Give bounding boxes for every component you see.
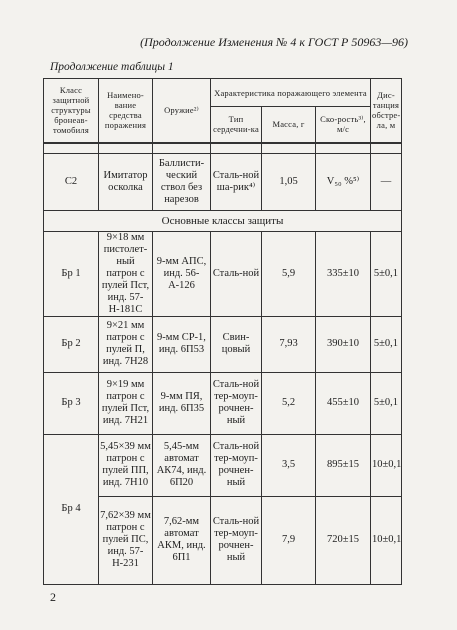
cell-distance: 10±0,1 (371, 434, 402, 496)
header-means: Наимено-вание средства поражения (99, 79, 153, 143)
cell-distance: 5±0,1 (371, 372, 402, 434)
cell-core: Сталь-ной ша-рик⁴⁾ (211, 153, 262, 210)
cell-means: 9×21 мм патрон с пулей П, инд. 7Н28 (99, 316, 153, 372)
cell-mass: 1,05 (262, 153, 316, 210)
table-row (44, 231, 402, 316)
cell-distance: 5±0,1 (371, 231, 402, 316)
table-continuation-caption: Продолжение таблицы 1 (50, 61, 174, 73)
cell-core: Свин-цовый (211, 316, 262, 372)
table-row (44, 153, 402, 210)
cell-means: 9×18 мм пистолет-ный патрон с пулей Пст, инд. 57-Н-181С (99, 231, 153, 316)
cell-means: Имитатор осколка (99, 153, 153, 210)
cell-class: Бр 4 (44, 434, 99, 584)
cell-speed: V₅₀ %⁵⁾ (316, 153, 371, 210)
cell-core: Сталь-ной тер-моуп-рочнен-ный (211, 434, 262, 496)
page-header: (Продолжение Изменения № 4 к ГОСТ Р 50963—96) (140, 35, 408, 49)
cell-speed: 390±10 (316, 316, 371, 372)
cell-means: 7,62×39 мм патрон с пулей ПС, инд. 57-Н-231 (99, 496, 153, 584)
cell-mass: 3,5 (262, 434, 316, 496)
table-row (44, 372, 402, 434)
cell-class: Бр 3 (44, 372, 99, 434)
header-weapon: Оружие²⁾ (153, 79, 211, 143)
cell-mass: 5,9 (262, 231, 316, 316)
table-row (44, 316, 402, 372)
cell-speed: 720±15 (316, 496, 371, 584)
cell-class: С2 (44, 153, 99, 210)
cell-core: Сталь-ной тер-моуп-рочнен-ный (211, 372, 262, 434)
header-speed: Ско-рость³⁾, м/с (316, 107, 371, 143)
section-title: Основные классы защиты (44, 210, 402, 231)
header-mass: Масса, г (262, 107, 316, 143)
header-characteristic: Характеристика поражающего элемента (211, 79, 371, 107)
cell-weapon: 7,62-мм автомат АКМ, инд. 6П1 (153, 496, 211, 584)
header-distance: Дис-танция обстре-ла, м (371, 79, 402, 143)
cell-means: 5,45×39 мм патрон с пулей ПП, инд. 7Н10 (99, 434, 153, 496)
cell-weapon: 5,45-мм автомат АК74, инд. 6П20 (153, 434, 211, 496)
cell-distance: — (371, 153, 402, 210)
table-row (44, 434, 402, 496)
cell-speed: 335±10 (316, 231, 371, 316)
cell-speed: 895±15 (316, 434, 371, 496)
cell-mass: 7,9 (262, 496, 316, 584)
cell-class: Бр 2 (44, 316, 99, 372)
cell-weapon: 9-мм ПЯ, инд. 6П35 (153, 372, 211, 434)
cell-core: Сталь-ной (211, 231, 262, 316)
cell-class: Бр 1 (44, 231, 99, 316)
protection-classes-table (43, 78, 402, 585)
cell-speed: 455±10 (316, 372, 371, 434)
cell-core: Сталь-ной тер-моуп-рочнен-ный (211, 496, 262, 584)
cell-distance: 10±0,1 (371, 496, 402, 584)
cell-mass: 5,2 (262, 372, 316, 434)
cell-weapon: 9-мм СР-1, инд. 6П53 (153, 316, 211, 372)
header-core: Тип сердечни-ка (211, 107, 262, 143)
cell-weapon: Баллисти-ческий ствол без нарезов (153, 153, 211, 210)
cell-mass: 7,93 (262, 316, 316, 372)
cell-means: 9×19 мм патрон с пулей Пст, инд. 7Н21 (99, 372, 153, 434)
cell-distance: 5±0,1 (371, 316, 402, 372)
page-number: 2 (50, 590, 56, 604)
cell-weapon: 9-мм АПС, инд. 56-А-126 (153, 231, 211, 316)
header-class: Класс защитной структуры бронеав-томобиля (44, 79, 99, 143)
